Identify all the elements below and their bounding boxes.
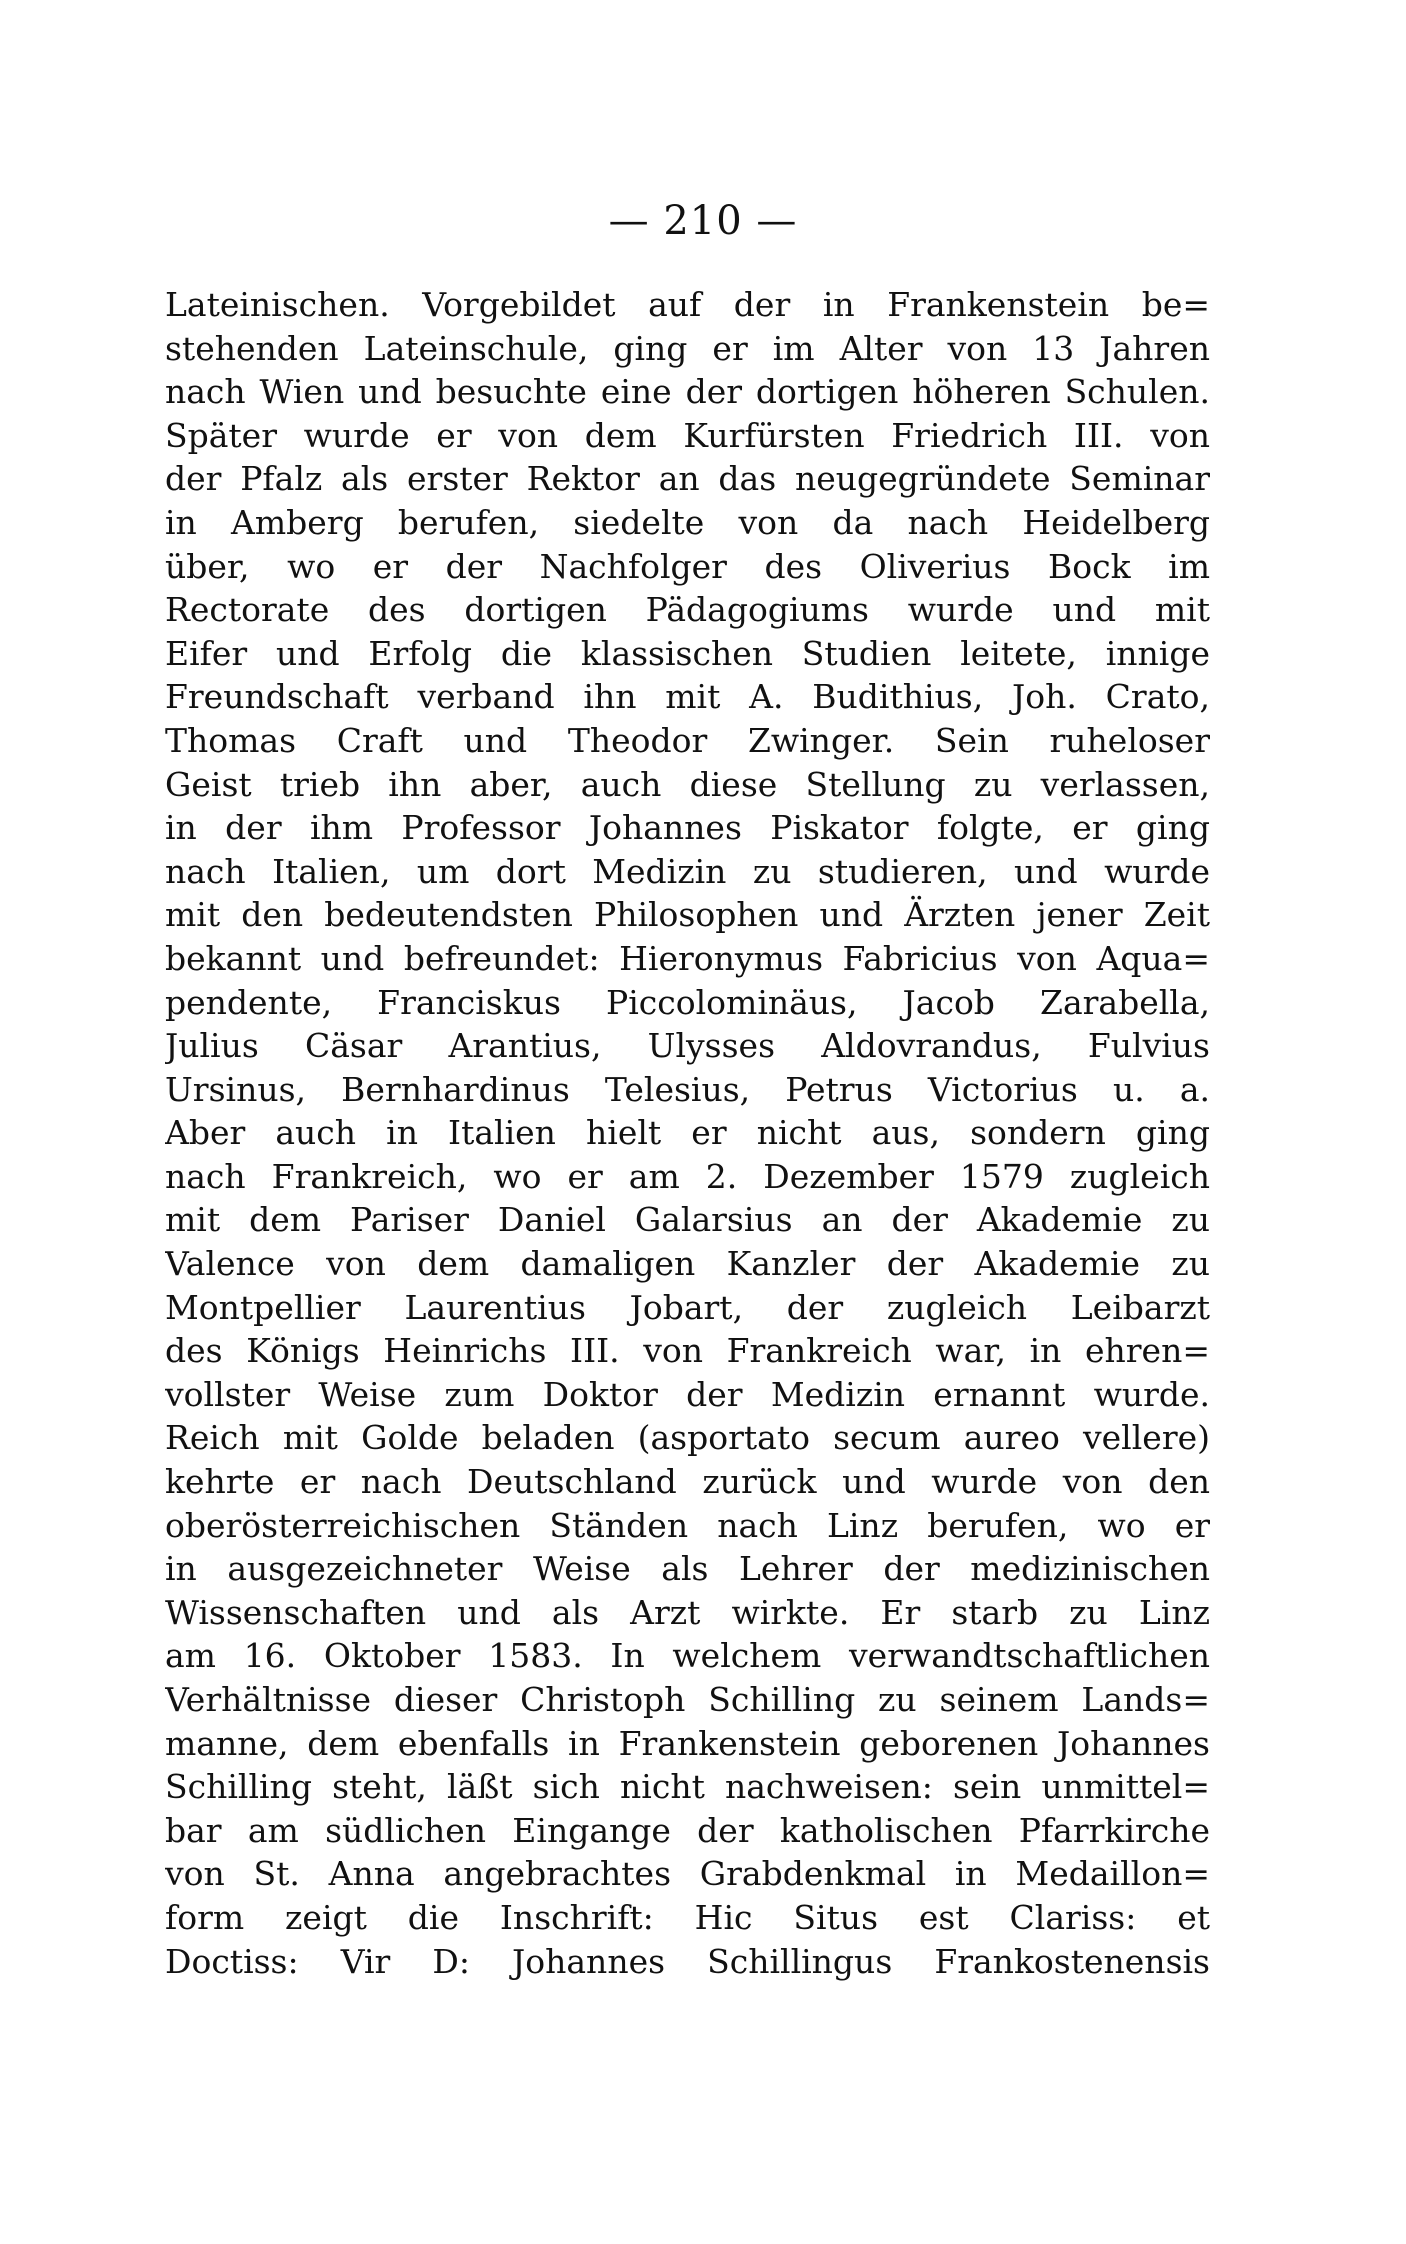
text-line: nach Wien und besuchte eine der dortigen höheren Schulen. (165, 372, 1210, 412)
text-line: Schilling steht, läßt sich nicht nachweisen: sein unmittel= (165, 1767, 1210, 1807)
text-line: von St. Anna angebrachtes Grabdenkmal in Medaillon= (165, 1854, 1210, 1894)
text-line: manne, dem ebenfalls in Frankenstein geborenen Johannes (165, 1723, 1210, 1763)
text-line: Rectorate des dortigen Pädagogiums wurde und mit (165, 590, 1210, 630)
text-line: Doctiss: Vir D: Johannes Schillingus Frankostenensis (165, 1941, 1210, 1981)
text-line: stehenden Lateinschule, ging er im Alter von 13 Jahren (165, 328, 1210, 368)
text-line: nach Frankreich, wo er am 2. Dezember 1579 zugleich (165, 1156, 1210, 1196)
text-line: Valence von dem damaligen Kanzler der Akademie zu (165, 1244, 1210, 1284)
text-line: bar am südlichen Eingange der katholischen Pfarrkirche (165, 1810, 1210, 1850)
text-line: mit den bedeutendsten Philosophen und Ärzten jener Zeit (165, 895, 1210, 935)
text-line: in der ihm Professor Johannes Piskator folgte, er ging (165, 808, 1210, 848)
text-line: Thomas Craft und Theodor Zwinger. Sein ruheloser (165, 720, 1210, 760)
text-line: Julius Cäsar Arantius, Ulysses Aldovrandus, Fulvius (165, 1026, 1210, 1066)
page-number: — 210 — (608, 198, 798, 244)
text-line: der Pfalz als erster Rektor an das neugegründete Seminar (165, 459, 1210, 499)
text-line: in ausgezeichneter Weise als Lehrer der medizinischen (165, 1549, 1210, 1589)
text-line: form zeigt die Inschrift: Hic Situs est Clariss: et (165, 1897, 1210, 1937)
text-line: vollster Weise zum Doktor der Medizin ernannt wurde. (165, 1374, 1210, 1414)
text-line: am 16. Oktober 1583. In welchem verwandtschaftlichen (165, 1636, 1210, 1676)
text-line: oberösterreichischen Ständen nach Linz berufen, wo er (165, 1505, 1210, 1545)
text-line: Freundschaft verband ihn mit A. Budithius, Joh. Crato, (165, 677, 1210, 717)
text-line: kehrte er nach Deutschland zurück und wurde von den (165, 1462, 1210, 1502)
text-line: in Amberg berufen, siedelte von da nach Heidelberg (165, 502, 1210, 542)
text-line: mit dem Pariser Daniel Galarsius an der Akademie zu (165, 1200, 1210, 1240)
text-line: nach Italien, um dort Medizin zu studieren, und wurde (165, 851, 1210, 891)
text-line: pendente, Franciskus Piccolominäus, Jacob Zarabella, (165, 982, 1210, 1022)
text-line: über, wo er der Nachfolger des Oliverius Bock im (165, 546, 1210, 586)
text-line: Geist trieb ihn aber, auch diese Stellung zu verlassen, (165, 764, 1210, 804)
text-line: Reich mit Golde beladen (asportato secum aureo vellere) (165, 1418, 1210, 1458)
text-line: Später wurde er von dem Kurfürsten Friedrich III. von (165, 415, 1210, 455)
text-line: Ursinus, Bernhardinus Telesius, Petrus Victorius u. a. (165, 1069, 1210, 1109)
text-line: Wissenschaften und als Arzt wirkte. Er starb zu Linz (165, 1592, 1210, 1632)
text-line: Eifer und Erfolg die klassischen Studien leitete, innige (165, 633, 1210, 673)
text-line: bekannt und befreundet: Hieronymus Fabricius von Aqua= (165, 938, 1210, 978)
text-line: Montpellier Laurentius Jobart, der zugleich Leibarzt (165, 1287, 1210, 1327)
text-line: Verhältnisse dieser Christoph Schilling zu seinem Lands= (165, 1680, 1210, 1719)
text-line: des Königs Heinrichs III. von Frankreich war, in ehren= (165, 1331, 1210, 1371)
text-line: Aber auch in Italien hielt er nicht aus, sondern ging (165, 1113, 1210, 1153)
text-line: Lateinischen. Vorgebildet auf der in Frankenstein be= (165, 285, 1210, 324)
body-text (165, 283, 1210, 1983)
